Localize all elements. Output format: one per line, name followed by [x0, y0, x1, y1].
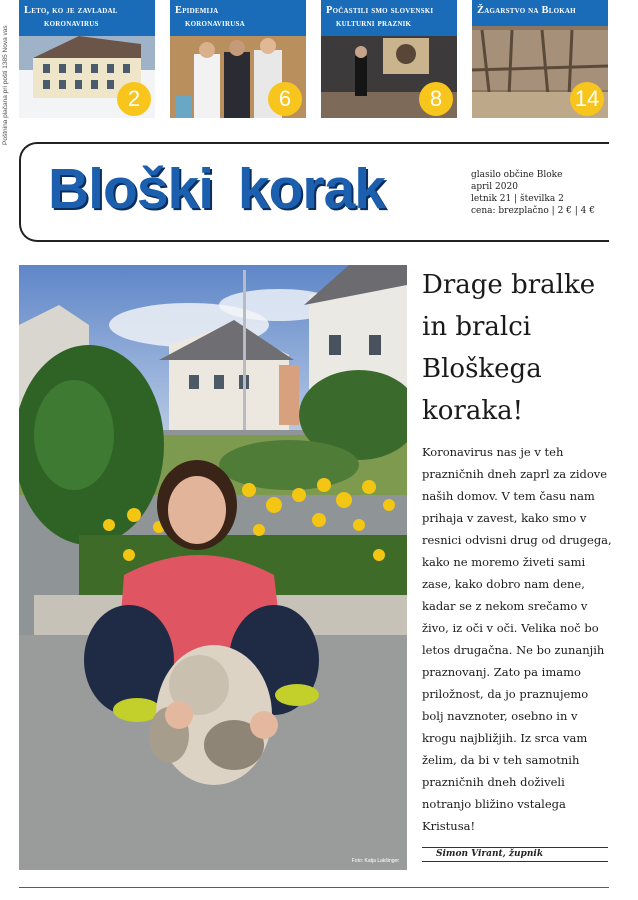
teaser-4-title-line1: Žagarstvo na Blokah [477, 5, 576, 16]
issue-price: cena: brezplačno | 2 € | 4 € [471, 206, 595, 216]
headline-line-3: Bloškega [422, 354, 542, 384]
headline-line-1: Drage bralke [422, 270, 596, 300]
headline-line-4: koraka! [422, 396, 524, 426]
teaser-4-title [472, 0, 608, 26]
teaser-3-title [321, 0, 457, 36]
teaser-3[interactable] [321, 0, 457, 118]
issue-volume: letnik 21 | številka 2 [471, 194, 564, 204]
teaser-3-title-line1: Počastili smo slovenski [326, 5, 434, 16]
article-signature: Simon Virant, župnik [436, 849, 544, 859]
footer-rule [19, 887, 609, 888]
article-headline [422, 264, 612, 432]
photo-credit: Foto: Katja Lakšinger [351, 858, 399, 864]
teaser-2[interactable] [170, 0, 306, 118]
teaser-2-title [170, 0, 306, 36]
masthead-title: Bloški korak [48, 157, 385, 221]
teaser-4-page-badge: 14 [570, 82, 604, 116]
postal-note: Poštnina plačana pri pošti 1385 Nova vas [2, 25, 9, 145]
masthead-meta [471, 169, 595, 217]
teaser-1-title-line1: Leto, ko je zavladal [24, 5, 118, 16]
masthead-rule-top [459, 142, 609, 144]
cover-photo-illustration [19, 265, 407, 870]
teaser-2-title-line1: Epidemija [175, 5, 219, 16]
article-body: Koronavirus nas je v teh prazničnih dneh zaprl za zidove naših domov. V tem času nam prihaja v zavest, kako smo v resnici odvisni drug od drugega, kako ne moremo živeti sami zase, kako dobro nam dene, kadar se z nekom srečamo v živo, iz oči v oči. Velika noč bo letos drugačna. Ne bo zunanjih praznovanj. Zato pa imamo priložnost, da jo praznujemo bolj navznoter, osebno in v krogu najbližjih. Iz srca vam želim, da bi v teh samotnih prazničnih dneh doživeli notranjo bližino vstalega Kristusa! [422, 445, 612, 833]
teaser-2-title-line2: koronavirusa [185, 18, 245, 29]
teaser-3-title-line2: kulturni praznik [336, 18, 412, 29]
headline-line-2: in bralci [422, 312, 532, 342]
masthead-rule-bottom [459, 240, 609, 242]
cover-photo [19, 265, 407, 870]
signature-rule-bottom [422, 861, 608, 862]
teaser-4[interactable] [472, 0, 608, 118]
teaser-1[interactable] [19, 0, 155, 118]
teaser-1-title-line2: koronavirus [44, 18, 99, 29]
issue-date: april 2020 [471, 182, 518, 192]
teaser-2-page-badge: 6 [268, 82, 302, 116]
masthead-subtitle: glasilo občine Bloke [471, 170, 563, 180]
teaser-1-title [19, 0, 155, 36]
teaser-1-page-badge: 2 [117, 82, 151, 116]
teaser-3-page-badge: 8 [419, 82, 453, 116]
